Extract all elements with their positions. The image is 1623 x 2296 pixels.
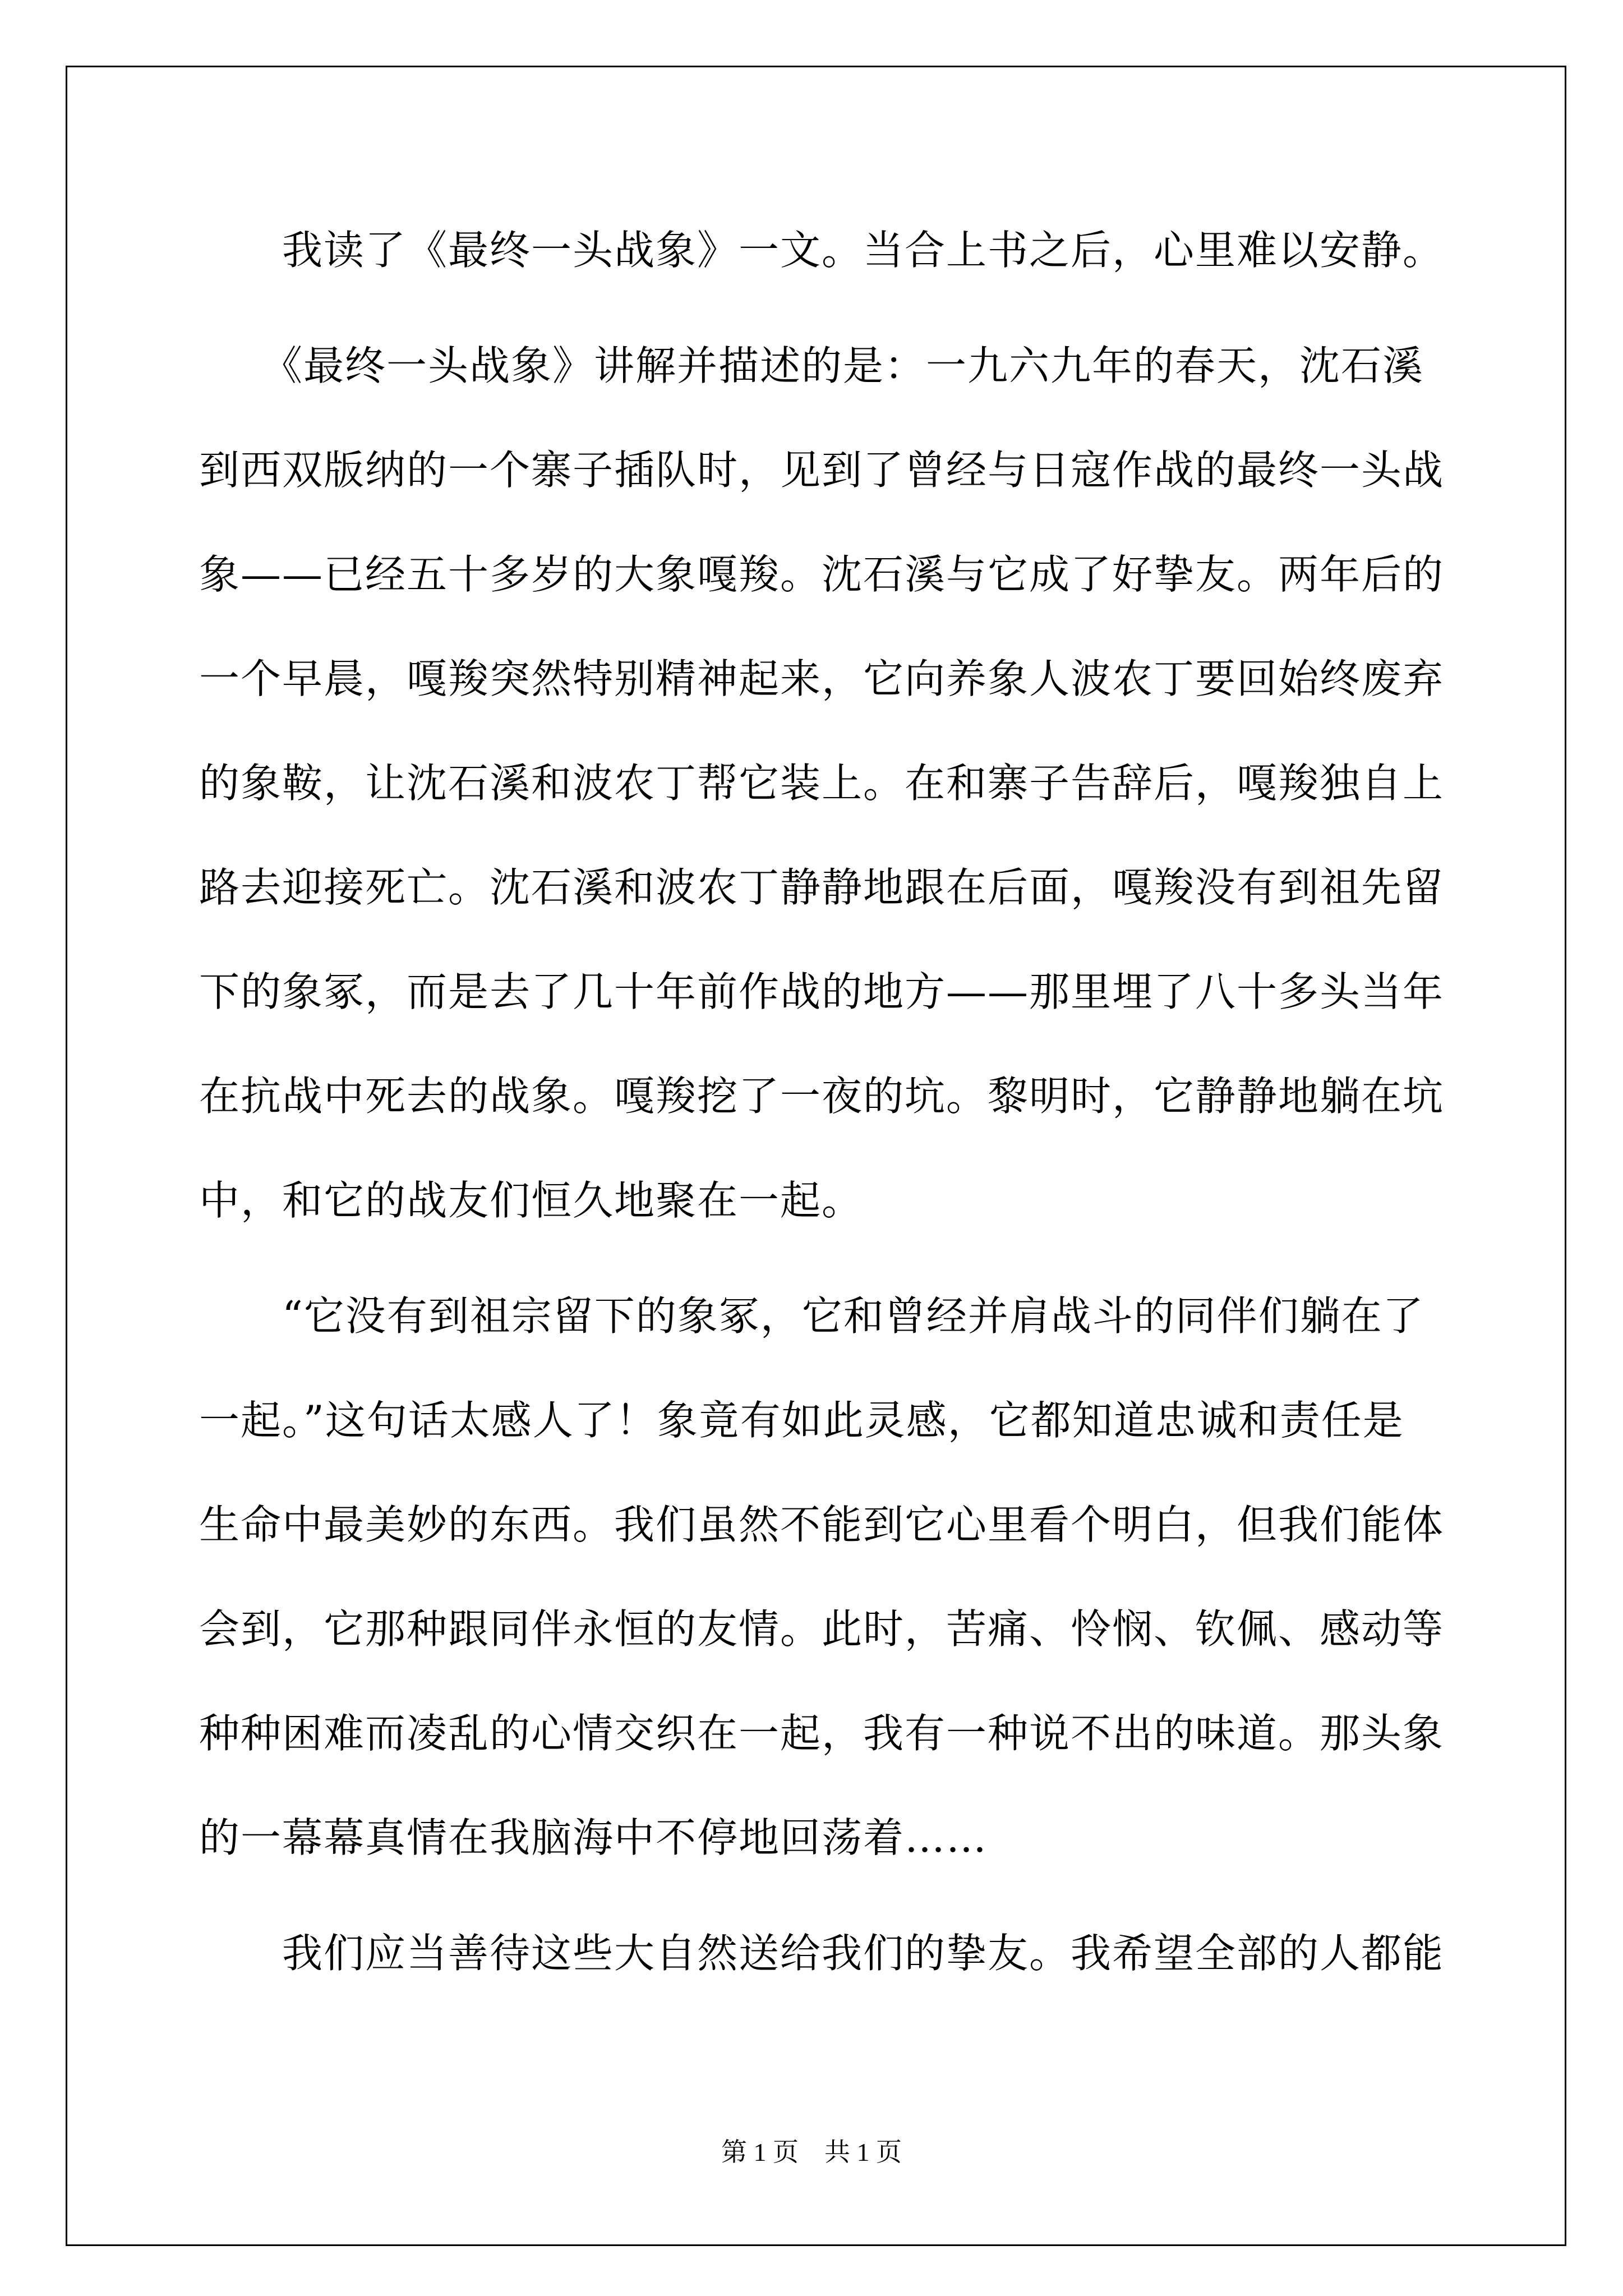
text-line-17: 我们应当善待这些大自然送给我们的挚友。我希望全部的人都能 [199, 1930, 1445, 1977]
text-line-6: 的象鞍，让沈石溪和波农丁帮它装上。在和寨子告辞后，嘎羧独自上 [199, 760, 1445, 807]
text-line-3: 到西双版纳的一个寨子插队时，见到了曾经与日寇作战的最终一头战 [199, 447, 1445, 494]
text-line-12: 一起。”这句话太感人了！象竟有如此灵感，它都知道忠诚和责任是 [199, 1397, 1404, 1444]
page-border [66, 66, 1566, 2246]
text-line-2: 《最终一头战象》讲解并描述的是：一九六九年的春天，沈石溪 [199, 342, 1424, 389]
text-line-4: 象——已经五十多岁的大象嘎羧。沈石溪与它成了好挚友。两年后的 [199, 551, 1445, 598]
text-line-10: 中，和它的战友们恒久地聚在一起。 [199, 1177, 864, 1224]
text-line-7: 路去迎接死亡。沈石溪和波农丁静静地跟在后面，嘎羧没有到祖先留 [199, 864, 1445, 911]
text-line-15: 种种困难而凌乱的心情交织在一起，我有一种说不出的味道。那头象 [199, 1710, 1445, 1757]
text-line-8: 下的象冢，而是去了几十年前作战的地方——那里埋了八十多头当年 [199, 968, 1445, 1015]
page-number-footer: 第 1 页 共 1 页 [721, 2138, 902, 2166]
text-line-9: 在抗战中死去的战象。嘎羧挖了一夜的坑。黎明时，它静静地躺在坑 [199, 1073, 1445, 1120]
text-line-13: 生命中最美妙的东西。我们虽然不能到它心里看个明白，但我们能体 [199, 1501, 1445, 1548]
text-line-16: 的一幕幕真情在我脑海中不停地回荡着…… [199, 1814, 988, 1861]
text-line-14: 会到，它那种跟同伴永恒的友情。此时，苦痛、怜悯、钦佩、感动等 [199, 1605, 1445, 1653]
text-line-11: “它没有到祖宗留下的象冢，它和曾经并肩战斗的同伴们躺在了 [199, 1292, 1424, 1340]
text-line-5: 一个早晨，嘎羧突然特别精神起来，它向养象人波农丁要回始终废弃 [199, 655, 1445, 702]
text-line-1: 我读了《最终一头战象》一文。当合上书之后，心里难以安静。 [199, 227, 1445, 274]
